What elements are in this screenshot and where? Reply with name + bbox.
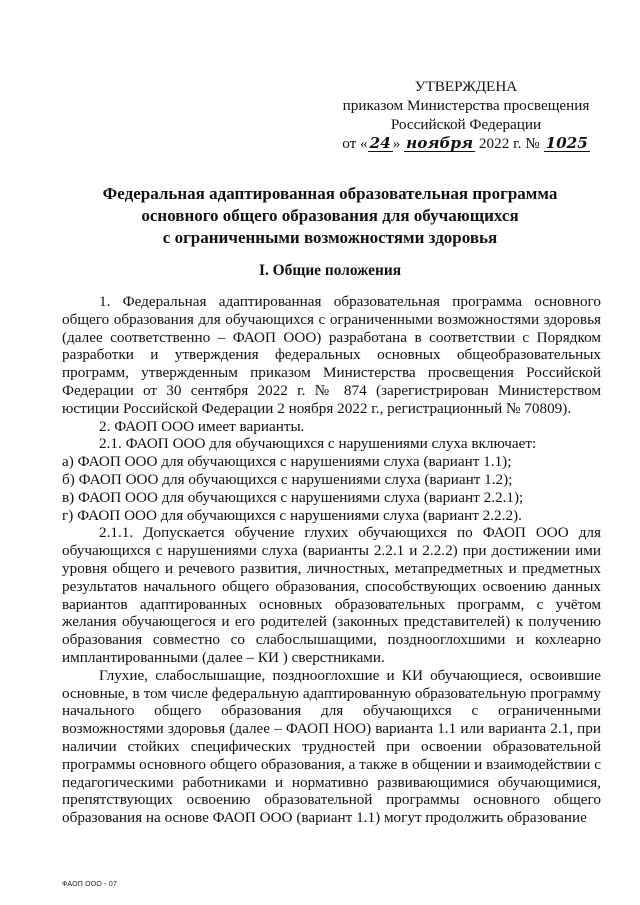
list-item-v: в) ФАОП ООО для обучающихся с нарушениями слуха (вариант 2.2.1); <box>62 488 524 506</box>
approval-line-2: Российской Федерации <box>390 116 542 133</box>
document-body <box>62 293 601 827</box>
date-year: 2022 г. № <box>475 135 544 152</box>
handwritten-month: ноября <box>406 134 474 152</box>
list-item-a: а) ФАОП ООО для обучающихся с нарушениями слуха (вариант 1.1); <box>62 453 512 471</box>
approval-heading: УТВЕРЖДЕНА <box>414 78 518 95</box>
document-title <box>70 183 590 249</box>
paragraph-2-1-1: 2.1.1. Допускается обучение глухих обучающихся по ФАОП ООО для обучающихся с нарушениями слуха (варианты 2.2.1 и 2.2.2) при достижении ими уровня общего и речевого развития, личностных, метапредметных и предметных результатов начального общего образования, способствующих освоению данных вариантов адаптированных основных образовательных программ, с учётом желания обучающегося и его родителей (законных представителей) к получению образования совместно со слабослышащими, позднооглохшими и кохлеарно имплантированными (далее – КИ ) сверстниками. <box>62 524 601 666</box>
approval-date-line <box>336 134 596 153</box>
paragraph-2: 2. ФАОП ООО имеет варианты. <box>99 417 305 435</box>
paragraph-1: 1. Федеральная адаптированная образовательная программа основного общего образования для обучающихся с ограниченными возможностями здоровья (далее соответственно – ФАОП ООО) разработана в соответствии с Порядком разработки и утверждения федеральных основных общеобразовательных программ, утвержденным приказом Министерства просвещения Российской Федерации от 30 сентября 2022 г. № 874 (зарегистрирован Министерством юстиции Российской Федерации 2 ноября 2022 г., регистрационный № 70809). <box>62 293 601 417</box>
footer-code: ФАОП ООО - 07 <box>62 881 118 888</box>
paragraph-deaf-students: Глухие, слабослышащие, позднооглохшие и КИ обучающиеся, освоившие основные, в том числе федеральную адаптированную образовательную программу начального общего образования для обучающихся с ограниченными возможностями здоровья (далее – ФАОП НОО) варианта 1.1 или варианта 2.1, при наличии стойких специфических трудностей при освоении образовательной программы основного общего образования, а также в общении и взаимодействии с педагогическими работниками и нормативно развивающимися обучающимися, препятствующих освоению образовательной программы основного общего образования на основе ФАОП ООО (вариант 1.1) могут продолжить образование <box>62 666 601 827</box>
approval-line-1: приказом Министерства просвещения <box>342 97 590 114</box>
date-mid: » <box>392 135 405 152</box>
handwritten-day: 24 <box>369 134 391 152</box>
title-line-1: Федеральная адаптированная образовательная программа <box>102 184 558 203</box>
date-prefix: от « <box>342 135 368 152</box>
approval-block <box>336 77 596 153</box>
paragraph-2-1: 2.1. ФАОП ООО для обучающихся с нарушениями слуха включает: <box>99 435 537 453</box>
title-line-3: с ограниченными возможностями здоровья <box>162 228 498 247</box>
handwritten-number: 1025 <box>545 134 588 152</box>
section-heading: I. Общие положения <box>258 262 402 279</box>
title-line-2: основного общего образования для обучающихся <box>141 206 519 225</box>
list-item-b: б) ФАОП ООО для обучающихся с нарушениями слуха (вариант 1.2); <box>62 470 513 488</box>
list-item-g: г) ФАОП ООО для обучающихся с нарушениями слуха (вариант 2.2.2). <box>62 506 522 524</box>
